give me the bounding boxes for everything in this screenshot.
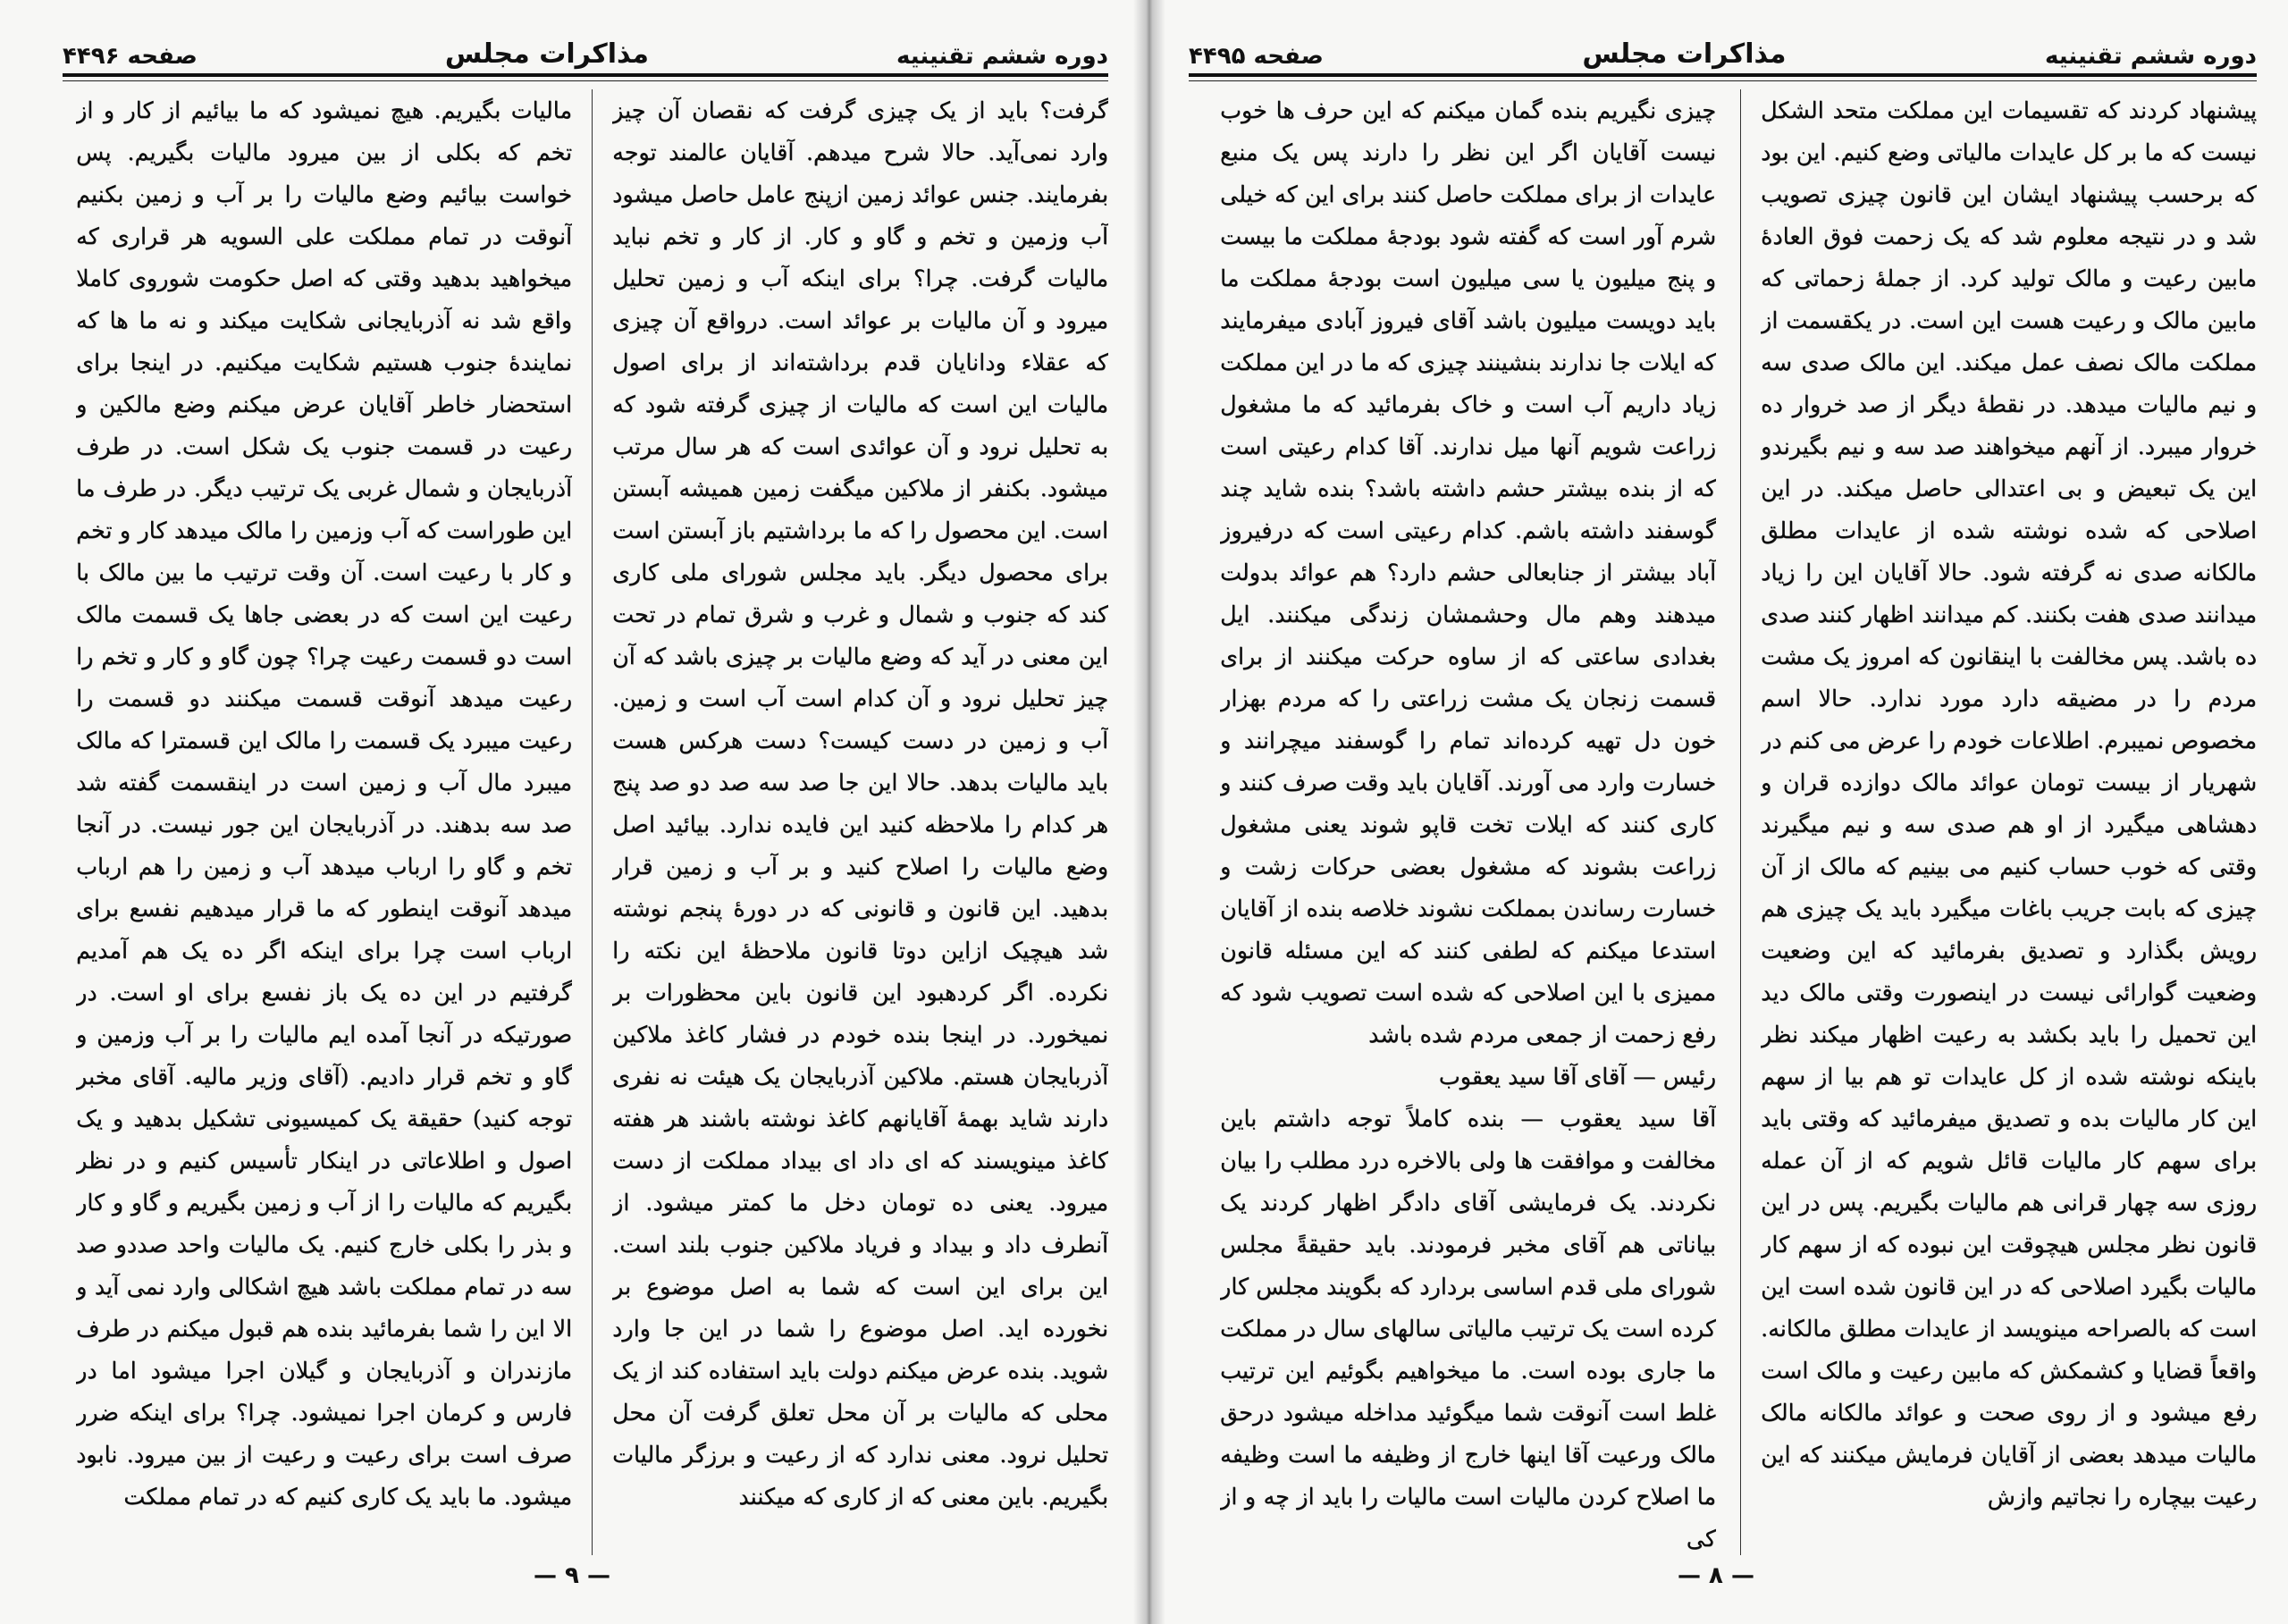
header-rule bbox=[1189, 73, 2257, 77]
page-footer-number: — ۹ — bbox=[534, 1562, 610, 1589]
column-text: پیشنهاد کردند که تقسیمات این مملکت متحد الشکل نیست که ما بر کل عایدات مالیاتی وضع کنیم. این بود که برحسب پیشنهاد ایشان این قانون چیزی تصویب شد و در نتیجه معلوم شد که یک زحمت فوق العادهٔ مابین رعیت و مالک تولید کرد. از جملهٔ زحماتی که مابین مالک و رعیت هست این است. در یکقسمت از مملکت مالک نصف عمل میکند. این مالک صدی سه و نیم مالیات میدهد. در نقطهٔ دیگر از صد خروار ده خروار میبرد. از آنهم میخواهند صد سه و نیم بگیرندو این یک تبعیض و بی اعتدالی حاصل میکند. در این اصلاحی که شده نوشته شده از عایدات مطلق مالکانه صدی نه گرفته شود. حالا آقایان این را زیاد میدانند صدی هفت بکنند. کم میدانند اظهار کنند صدی ده باشد. پس مخالفت با اینقانون که امروز یک مشت مردم را در مضیقه دارد مورد ندارد. حالا اسم مخصوص نمیبرم. اطلاعات خودم را عرض می کنم در شهریار از بیست تومان عوائد مالک دوازده قران و دهشاهی میگیرد از او هم صدی سه و نیم میگیرند وقتی که خوب حساب کنیم می بینیم که مالک از آن چیزی که بابت جریب باغات میگیرد باید یک چیزی هم رویش بگذارد و تصدیق بفرمائید که این وضعیت وضعیت گوارائی نیست در اینصورت وقتی مالک دید این تحمیل را باید بکشد به رعیت اظهار میکند نظر باینکه نوشته شده از کل عایدات تو هم بیا از سهم این کار مالیات بده و تصدیق میفرمائید که وقتی باید برای سهم کار مالیات قائل شویم که از آن عمله روزی سه چهار قرانی هم مالیات بگیریم. پس در این قانون نظر مجلس هیچوقت این نبوده که از سهم کار مالیات بگیرد اصلاحی که در این قانون شده است این است که بالصراحه مینویسد از عایدات مطلق مالکانه. واقعاً قضایا و کشمکش که مابین رعیت و مالک است رفع میشود و از روی صحت و عوائد مالکانه مالک مالیات میدهد بعضی از آقایان فرمایش میکنند که این رعیت بیچاره را نجاتیم وازش bbox=[1761, 97, 2257, 1510]
page-title: مذاکرات مجلس bbox=[1582, 38, 1787, 70]
right-page bbox=[1162, 0, 2257, 1624]
column-text: گرفت؟ باید از یک چیزی گرفت که نقصان آن چیز وارد نمی‌آید. حالا شرح میدهم. آقایان عالمند توجه بفرمایند. جنس عوائد زمین ازپنج عامل حاصل میشود آب وزمین و تخم و گاو و کار. از کار و تخم نباید مالیات گرفت. چرا؟ برای اینکه آب و زمین تحلیل میرود و آن مالیات بر عوائد است. درواقع آن چیزی که عقلاء ودانایان قدم برداشته‌اند از برای اصول مالیات این است که مالیات از چیزی گرفته شود که به تحلیل نرود و آن عوائدی است که هر سال مرتب میشود. بکنفر از ملاکین میگفت زمین همیشه آبستن است. این محصول را که ما برداشتیم باز آبستن است برای محصول دیگر. باید مجلس شورای ملی کاری کند که جنوب و شمال و غرب و شرق تمام در تحت این معنی در آید که وضع مالیات بر چیزی باشد که آن چیز تحلیل نرود و آن کدام است آب است و زمین. آب و زمین در دست کیست؟ دست هرکس هست باید مالیات بدهد. حالا این جا صد سه صد دو صد پنج هر کدام را ملاحظه کنید این فایده ندارد. بیائید اصل وضع مالیات را اصلاح کنید و بر آب و زمین قرار بدهید. این قانون و قانونی که در دورهٔ پنجم نوشته شد هیچیک ازاین دوتا قانون ملاحظهٔ این نکته را نکرده. اگر کردهبود این قانون باین محظورات بر نمیخورد. در اینجا بنده خودم در فشار کاغذ ملاکین آذربایجان هستم. ملاکین آذربایجان یک هیئت نه نفری دارند شاید بهمهٔ آقایانهم کاغذ نوشته باشند هر هفته کاغذ مینویسند که ای داد ای بیداد مملکت از دست میرود. یعنی ده تومان دخل ما کمتر میشود. از آنطرف داد و بیداد و فریاد ملاکین جنوب بلند است. این برای این است که شما به اصل موضوع بر نخورده اید. اصل موضوع را شما در این جا وارد شوید. بنده عرض میکنم دولت باید استفاده کند از یک محلی که مالیات بر آن محل تعلق گرفت آن محل تحلیل نرود. معنی ندارد که از رعیت و برزگر مالیات بگیریم. باین معنی که از کاری که میکنند bbox=[612, 97, 1108, 1510]
header-rule-thin bbox=[1189, 80, 2257, 81]
book-gutter bbox=[1133, 0, 1165, 1624]
left-page-header bbox=[63, 34, 1108, 70]
column-divider bbox=[1740, 89, 1741, 1555]
text-column-left bbox=[1220, 89, 1716, 1555]
page-number-label: صفحه ۴۴۹۵ bbox=[1189, 43, 1324, 70]
text-column-left bbox=[76, 89, 572, 1555]
page-title: مذاکرات مجلس bbox=[444, 38, 649, 70]
column-divider bbox=[592, 89, 593, 1555]
page-number-label: صفحه ۴۴۹۶ bbox=[63, 43, 198, 70]
text-column-right bbox=[612, 89, 1108, 1555]
right-page-header bbox=[1189, 34, 2257, 70]
header-rule bbox=[63, 73, 1108, 77]
page-footer-number: — ۸ — bbox=[1678, 1562, 1754, 1589]
column-text: چیزی نگیریم بنده گمان میکنم که این حرف ها خوب نیست آقایان اگر این نظر را دارند پس یک منبع عایدات از برای مملکت حاصل کنند برای این که خیلی شرم آور است که گفته شود بودجهٔ مملکت ما بیست و پنج میلیون یا سی میلیون است بودجهٔ مملکت ما باید دویست میلیون باشد آقای فیروز آبادی میفرمایند که ایلات جا ندارند بنشینند چیزی که ما در این مملکت زیاد داریم آب است و خاک بفرمائید که ما مشغول زراعت شویم آنها میل ندارند. آقا کدام رعیتی است که از بنده بیشتر حشم داشته باشد؟ بنده شاید چند گوسفند داشته باشم. کدام رعیتی است که درفیروز آباد بیشتر از جنابعالی حشم دارد؟ هم عوائد بدولت میدهند وهم مال وحشمشان زندگی میکنند. ایل بغدادی ساعتی که از ساوه حرکت میکنند از برای قسمت زنجان یک مشت زراعتی را که مردم بهزار خون دل تهیه کرده‌اند تمام را گوسفند میچرانند و خسارت وارد می آورند. آقایان باید وقت صرف کنند و کاری کنند که ایلات تخت قاپو شوند یعنی مشغول زراعت بشوند که مشغول بعضی حرکات زشت و خسارت رساندن بمملکت نشوند خلاصه بنده از آقایان استدعا میکنم که لطفی کنند که این مسئله قانون ممیزی با این اصلاحی که شده است تصویب شود که رفع زحمت از جمعی مردم شده باشد رئیس — آقای آقا سید یعقوب آقا سید یعقوب — بنده کاملاً توجه داشتم باین مخالفت و موافقت ها ولی بالاخره درد مطلب را بیان نکردند. یک فرمایشی آقای دادگر اظهار کردند یک بیاناتی هم آقای مخبر فرمودند. باید حقیقةً مجلس شورای ملی قدم اساسی بردارد که بگویند مجلس کار کرده است یک ترتیب مالیاتی سالهای سال در مملکت ما جاری بوده است. ما میخواهیم بگوئیم این ترتیب غلط است آنوقت شما میگوئید مداخله میشود درحق مالک ورعیت آقا اینها خارج از وظیفه ما است وظیفه ما اصلاح کردن مالیات است مالیات را باید از چه و از کی bbox=[1220, 97, 1716, 1552]
volume-label: دوره ششم تقنینیه bbox=[896, 43, 1108, 70]
volume-label: دوره ششم تقنینیه bbox=[2044, 43, 2257, 70]
text-column-right bbox=[1761, 89, 2257, 1555]
left-page bbox=[36, 0, 1108, 1624]
column-text: مالیات بگیریم. هیچ نمیشود که ما بیائیم از کار و از تخم که بکلی از بین میرود مالیات بگیریم. پس خواست بیائیم وضع مالیات را بر آب و زمین بکنیم آنوقت در تمام مملکت علی السویه هر قراری که میخواهید بدهید وقتی که اصل حکومت شوروی کاملا واقع شد نه آذربایجانی شکایت میکند و نه ما ها که نمایندهٔ جنوب هستیم شکایت میکنیم. در اینجا برای استحضار خاطر آقایان عرض میکنم وضع مالکین و رعیت در قسمت جنوب یک شکل است. در طرف آذربایجان و شمال غربی یک ترتیب دیگر. در طرف ما این طوراست که آب وزمین را مالک میدهد کار و تخم و کار با رعیت است. آن وقت ترتیب ما بین مالک با رعیت این است که در بعضی جاها یک قسمت مالک است دو قسمت رعیت چرا؟ چون گاو و کار و تخم را رعیت میدهد آنوقت قسمت میکنند دو قسمت را رعیت میبرد یک قسمت را مالک این قسمترا که مالک میبرد مال آب و زمین است در اینقسمت گفته شد صد سه بدهند. در آذربایجان این جور نیست. در آنجا تخم و گاو را ارباب میدهد آب و زمین را هم ارباب میدهد آنوقت اینطور که ما قرار میدهیم نفسع برای ارباب است چرا برای اینکه اگر ده یک هم آمدیم گرفتیم در این ده یک باز نفسع برای او است. در صورتیکه در آنجا آمده ایم مالیات را بر آب وزمین و گاو و تخم قرار دادیم. (آقای وزیر مالیه. آقای مخبر توجه کنید) حقیقة یک کمیسیونی تشکیل بدهید و یک اصول و اطلاعاتی در اینکار تأسیس کنیم و در نظر بگیریم که مالیات را از آب و زمین بگیریم و گاو و کار و بذر را بکلی خارج کنیم. یک مالیات واحد صددو صد سه در تمام مملکت باشد هیچ اشکالی وارد نمی آید و الا این را شما بفرمائید بنده هم قبول میکنم در طرف مازندران و آذربایجان و گیلان اجرا میشود اما در فارس و کرمان اجرا نمیشود. چرا؟ برای اینکه ضرر صرف است برای رعیت و رعیت از بین میرود. نابود میشود. ما باید یک کاری کنیم که در تمام مملکت bbox=[76, 97, 572, 1510]
header-rule-thin bbox=[63, 80, 1108, 81]
